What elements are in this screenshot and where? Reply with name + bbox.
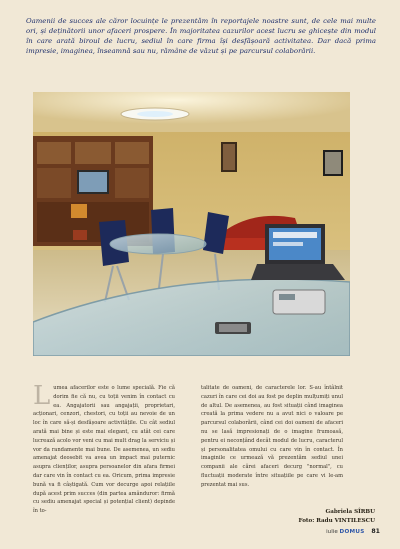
page-footer [300,528,380,535]
article-right-text: talitate de oameni, de caracterele lor. S-au întâlnit cazuri în care cei doi au fost pe deplin mulțumiți unul de altul. De asemenea, au fost situații când imaginea creată la prima vedere nu a avut nici o valoare pe parcursul colaborării, când cei doi oameni de afaceri nu se lasă impresionați de o imagine frumoasă, pentru ei neconțând decât modul de lucru, caracterul și personalitatea omului cu care vin în contact. În imaginile ce urmează vă prezentăm sediul unei companii ale cărei afaceri decurg "normal", cu fluctuații moderate între situațiile pe care vi le-am prezentat mai sus. [201,385,343,488]
intro-paragraph: Oamenii de succes ale căror locuințe le prezentăm în reportajele noastre sunt, de cele mai multe ori, și deținătorii unor afaceri prospere. În majoritatea cazurilor acest lucru se ghicește din modul în care arată biroul de lucru, sediul în care firma își desfășoară activitatea. Dar dacă prima impresie, imaginea, înseamnă sau nu, rămâne de văzut și pe parcursul colaborării. [26,17,376,55]
drop-cap: L [33,381,51,411]
credits [250,508,375,525]
magazine-brand: DOMUS [339,529,365,535]
photo-credit: Foto: Radu VINTILESCU [298,517,375,524]
article-column-right [201,384,343,490]
author-credit: Gabriela SÎRBU [325,509,375,515]
issue-month: iulie [326,529,338,535]
article-left-text: umea afacerilor este o lume specială. Fie că dorim fie că nu, cu toții venim în contact cu ea. Angajatorii sau angajații, proprietari, acționari, cenzori, chestori, cu toții au nevoie de un loc în care să-și desfășoare activitățile. Cu cât sediul arată mai bine și este mai elegant, cu atât cei care lucrează acolo vor veni cu mai mult drag la serviciu și vor da randamente mai bune. De asemenea, un sediu amenajat deosebit va avea un impact mai puternic asupra clienților, asupra persoanelor din afara firmei dar care vin în contact cu ea. Oricum, prima impresie bună va fi câștigată. Cum vor decurge apoi relațiile după acest prim succes (din partea amânduror: firmă cu sediu amenajat special și potențial client) depinde în to- [33,385,175,515]
page-number: 81 [371,528,380,535]
article-column-left [33,381,175,516]
office-interior-photo [33,92,350,356]
